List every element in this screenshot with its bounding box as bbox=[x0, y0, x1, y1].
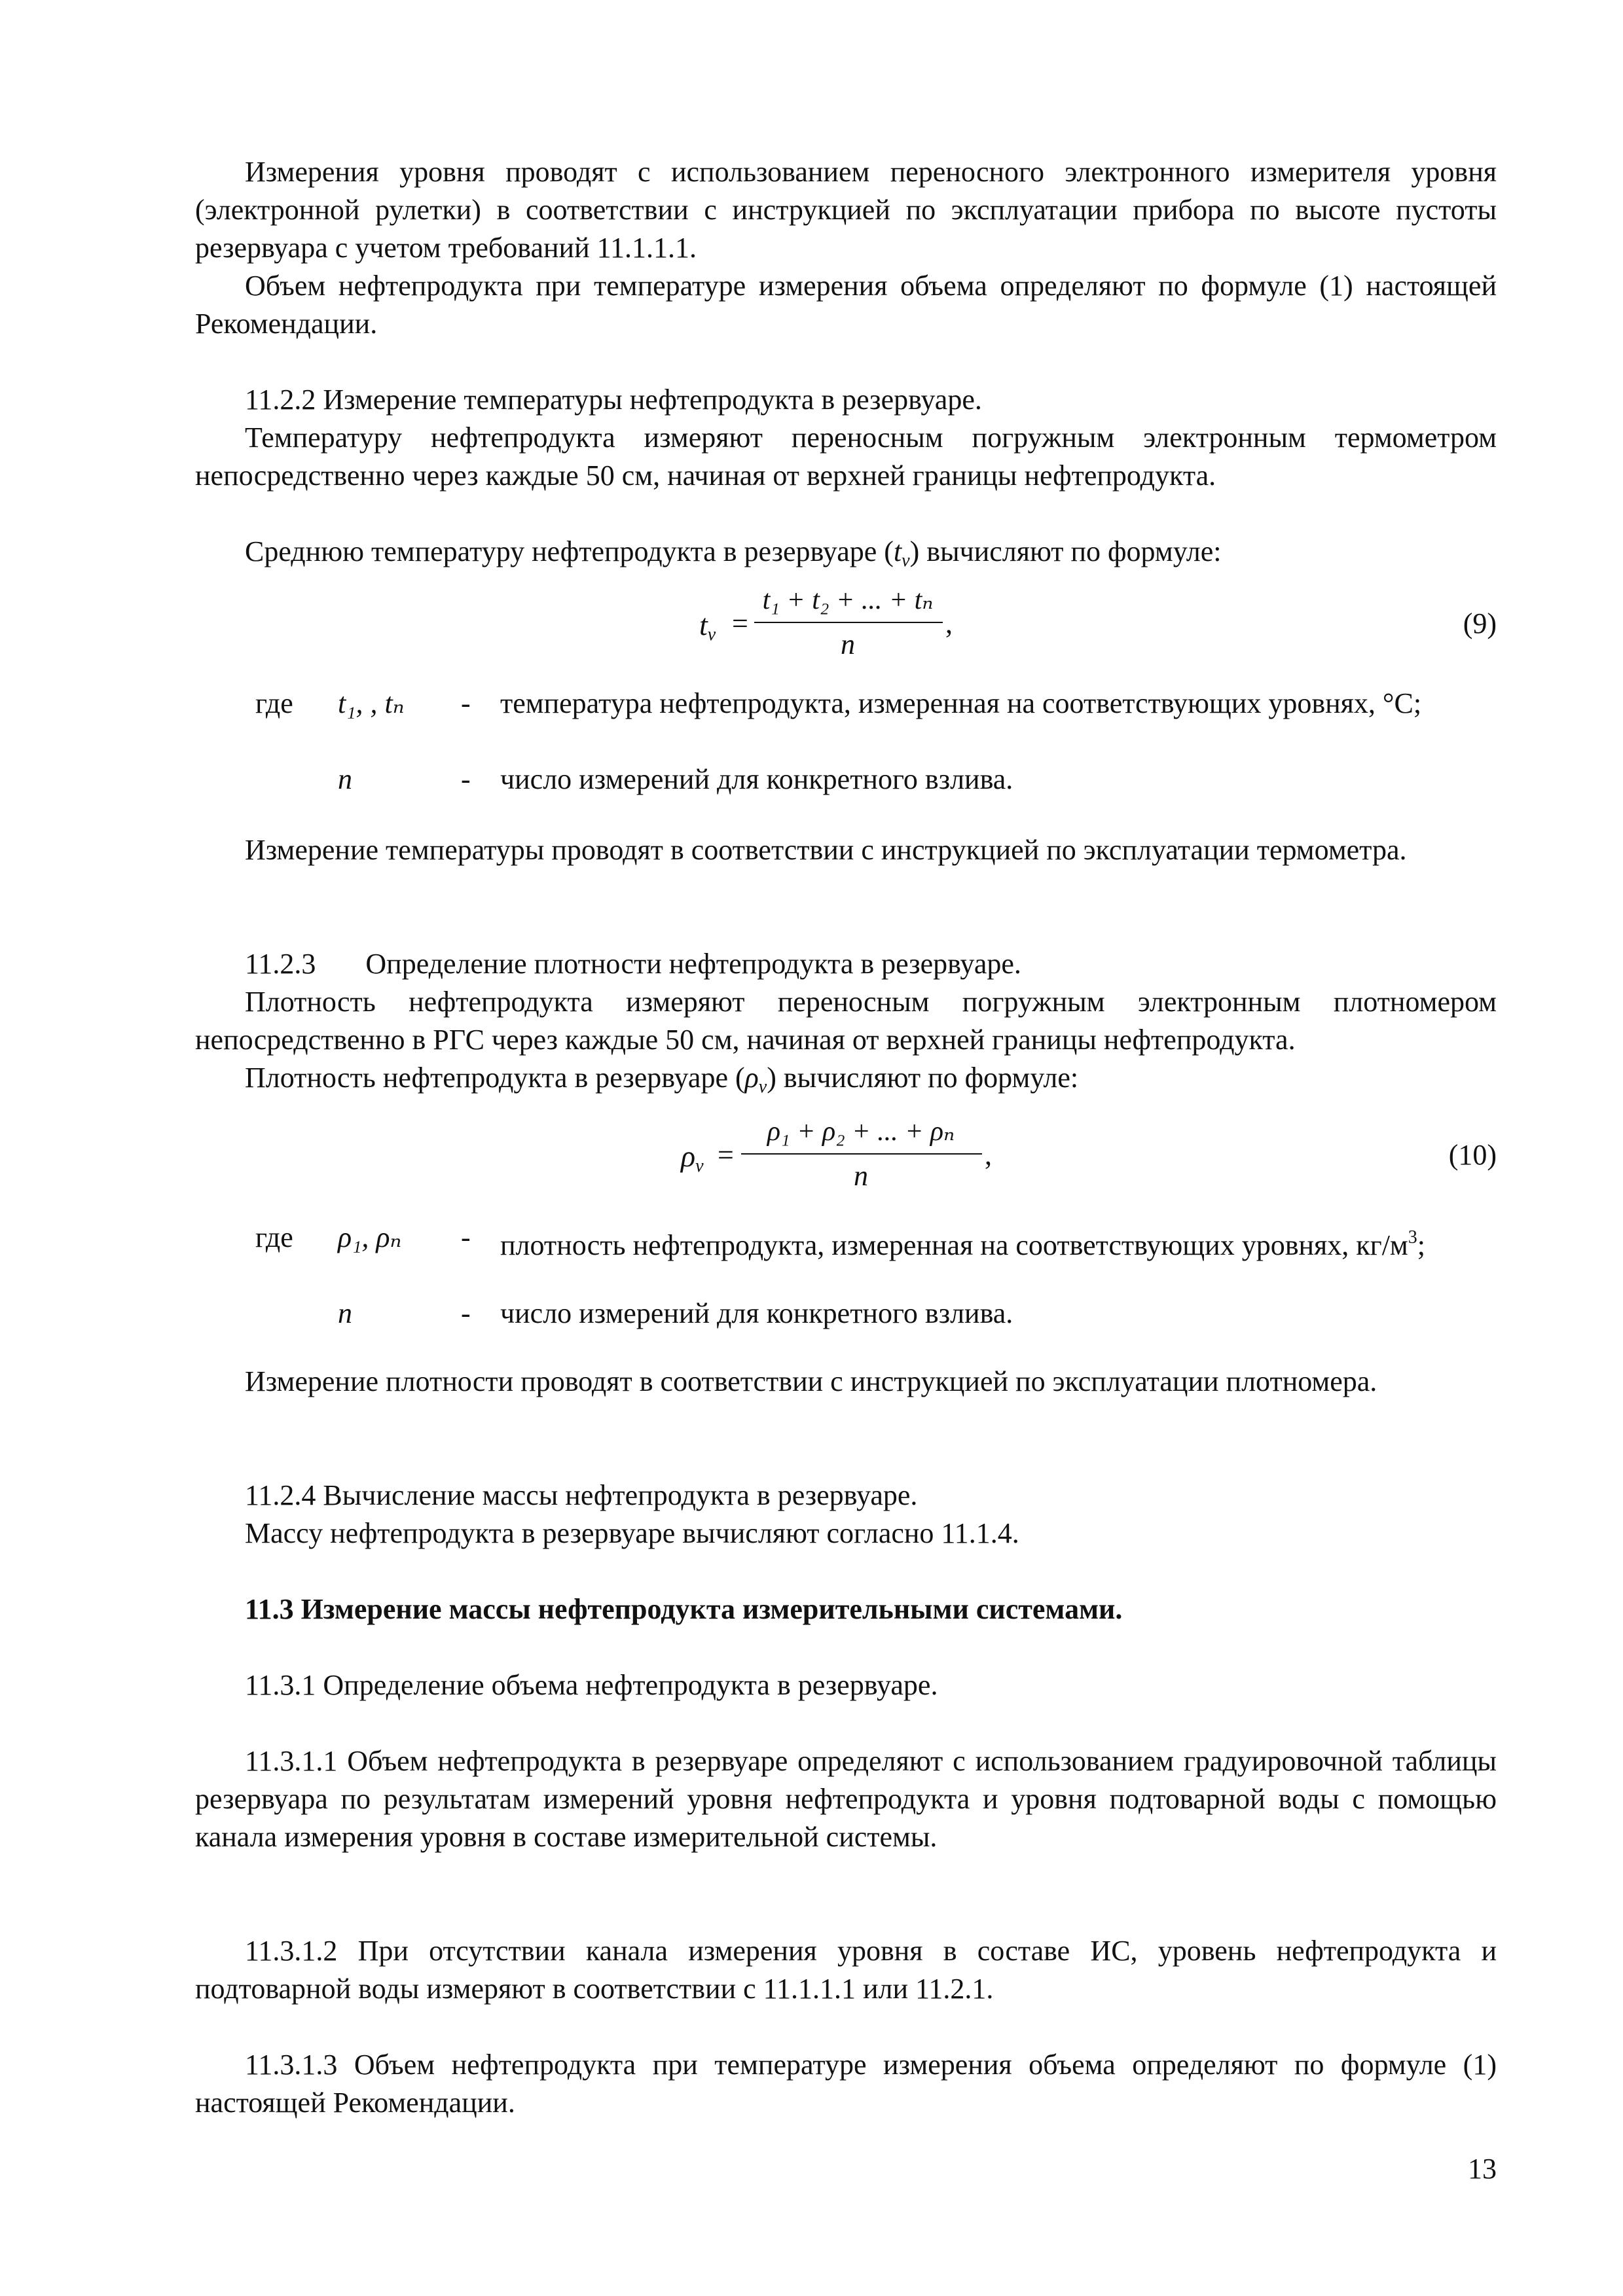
paragraph-density-method: Плотность нефтепродукта измеряют переносным погружным электронным плотномером непосредственно в РГС через каждые 50 см, начиная от верхней границы нефтепродукта. bbox=[195, 986, 1497, 1056]
where-10-definition-1: плотность нефтепродукта, измеренная на соответствующих уровнях, $кг/м^3$; bbox=[500, 1227, 1426, 1261]
formula-10-comma: , bbox=[985, 1139, 992, 1171]
formula-9-comma: , bbox=[945, 607, 953, 639]
formula-10-fraction-bar bbox=[741, 1153, 982, 1155]
formula-10-denominator: n bbox=[854, 1160, 868, 1192]
paragraph-volume-formula-ref: Объем нефтепродукта при температуре измерения объема определяют по формуле (1) настоящей Рекомендации. bbox=[195, 270, 1497, 340]
paragraph-average-density: Плотность нефтепродукта в резервуаре $(\rho_v)$ вычисляют по формуле: bbox=[245, 1062, 1079, 1097]
where-label-2: где bbox=[255, 1221, 293, 1253]
formula-10-lhs: $\rho_v$ bbox=[681, 1139, 704, 1176]
section-11-3-heading: 11.3 Измерение массы нефтепродукта измерительными системами. bbox=[245, 1593, 1123, 1625]
paragraph-level-measurement: Измерения уровня проводят с использованием переносного электронного измерителя уровня (электронной рулетки) в соответствии с инструкцией по эксплуатации прибора по высоте пустоты резервуара с учетом требований 11.1.1.1. bbox=[195, 156, 1497, 264]
section-11-3-1-title: 11.3.1 Определение объема нефтепродукта в резервуаре. bbox=[245, 1669, 938, 1701]
section-11-2-4-title: 11.2.4 Вычисление массы нефтепродукта в резервуаре. bbox=[245, 1479, 918, 1511]
formula-9-equals: = bbox=[732, 607, 748, 639]
paragraph-temperature-instruction: Измерение температуры проводят в соответствии с инструкцией по эксплуатации термометра. bbox=[245, 834, 1407, 866]
paragraph-11-3-1-1: 11.3.1.1 Объем нефтепродукта в резервуаре определяют с использованием градуировочной таблицы резервуара по результатам измерений уровня нефтепродукта и уровня подтоварной воды с помощью канала измерения уровня в составе измерительной системы. bbox=[195, 1745, 1497, 1853]
section-11-2-2-title: 11.2.2 Измерение температуры нефтепродукта в резервуаре. bbox=[245, 384, 982, 416]
where-10-dash-1: - bbox=[461, 1221, 471, 1253]
paragraph-11-3-1-3: 11.3.1.3 Объем нефтепродукта при температуре измерения объема определяют по формуле (1) настоящей Рекомендации. bbox=[195, 2049, 1497, 2119]
where-10-symbol-1: ρ₁, ρₙ bbox=[338, 1221, 402, 1253]
where-10-dash-2: - bbox=[461, 1297, 471, 1329]
where-9-definition-1: температура нефтепродукта, измеренная на соответствующих уровнях, °C; bbox=[500, 687, 1422, 719]
formula-9-fraction-bar bbox=[754, 622, 943, 623]
section-11-2-3-title: 11.2.3 Определение плотности нефтепродукта в резервуаре. bbox=[245, 948, 1021, 980]
paragraph-temperature-method: Температуру нефтепродукта измеряют переносным погружным электронным термометром непосредственно через каждые 50 см, начиная от верхней границы нефтепродукта. bbox=[195, 422, 1497, 492]
paragraph-density-instruction: Измерение плотности проводят в соответствии с инструкцией по эксплуатации плотномера. bbox=[245, 1365, 1377, 1397]
where-9-dash-1: - bbox=[461, 687, 471, 719]
formula-9-denominator: n bbox=[841, 628, 855, 660]
formula-10-equals: = bbox=[718, 1139, 734, 1171]
formula-10-number: (10) bbox=[1448, 1139, 1497, 1171]
formula-9-number: (9) bbox=[1463, 607, 1497, 639]
where-9-definition-2: число измерений для конкретного взлива. bbox=[500, 763, 1013, 795]
where-10-symbol-2: n bbox=[338, 1297, 352, 1329]
formula-9-numerator: t₁ + t₂ + ... + tₙ bbox=[762, 585, 934, 615]
where-10-definition-2: число измерений для конкретного взлива. bbox=[500, 1297, 1013, 1329]
paragraph-11-3-1-2: 11.3.1.2 При отсутствии канала измерения уровня в составе ИС, уровень нефтепродукта и подтоварной воды измеряют в соответствии с 11.1.1.1 или 11.2.1. bbox=[195, 1935, 1497, 2005]
where-9-symbol-1: t₁, , tₙ bbox=[338, 687, 405, 719]
page-number: 13 bbox=[1468, 2153, 1497, 2185]
paragraph-average-temperature: Среднюю температуру нефтепродукта в резервуаре $(t_v)$ вычисляют по формуле: bbox=[245, 535, 1222, 571]
where-label: где bbox=[255, 687, 293, 719]
formula-10-numerator: ρ₁ + ρ₂ + ... + ρₙ bbox=[767, 1117, 955, 1147]
where-9-dash-2: - bbox=[461, 763, 471, 795]
paragraph-mass-calc: Массу нефтепродукта в резервуаре вычисляют согласно 11.1.4. bbox=[245, 1517, 1019, 1549]
where-9-symbol-2: n bbox=[338, 763, 352, 795]
formula-9-lhs: $t_v$ bbox=[699, 608, 716, 645]
